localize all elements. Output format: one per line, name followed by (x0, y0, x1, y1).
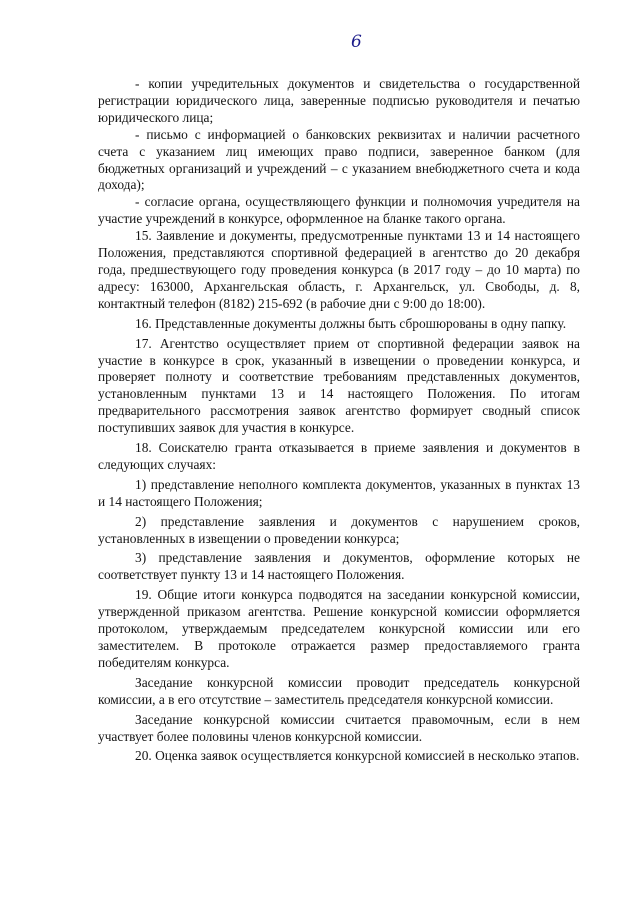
paragraph: Заседание конкурсной комиссии проводит председатель конкурсной комиссии, а в его отсутствие – заместитель председателя конкурсной комиссии. (98, 674, 580, 707)
paragraph: 18. Соискателю гранта отказывается в приеме заявления и документов в следующих случаях: (98, 440, 580, 472)
paragraph: 15. Заявление и документы, предусмотренные пунктами 13 и 14 настоящего Положения, представляются спортивной федерацией в агентство до 20 декабря года, предшествующего году проведения конкурса (в 2017 году – до 10 марта) по адресу: 163000, Архангельская область, г. Архангельск, ул. Свободы, д. 8, контактный телефон (8182) 215-692 (в рабочие дни с 9:00 до 18:00). (98, 228, 580, 311)
paragraph: 16. Представленные документы должны быть сброшюрованы в одну папку. (135, 315, 567, 331)
paragraph: - копии учредительных документов и свидетельства о государственной регистрации юридического лица, заверенные подписью руководителя и печатью юридического лица; (98, 76, 580, 125)
page-number: 6 (351, 32, 362, 52)
paragraph: 20. Оценка заявок осуществляется конкурсной комиссией в несколько этапов. (135, 748, 580, 764)
paragraph: Заседание конкурсной комиссии считается правомочным, если в нем участвует более половины членов конкурсной комиссии. (98, 711, 580, 744)
paragraph: 17. Агентство осуществляет прием от спортивной федерации заявок на участие в конкурсе в срок, указанный в извещении о проведении конкурса, и проверяет полноту и соответствие требованиям представленных документов, установленным пунктами 13 и 14 настоящего Положения. По итогам предварительного рассмотрения заявок агентство формирует сводный список поступивших заявок для участия в конкурсе. (98, 335, 580, 436)
paragraph: 19. Общие итоги конкурса подводятся на заседании конкурсной комиссии, утвержденной приказом агентства. Решение конкурсной комиссии оформляется протоколом, утверждаемым председателем конкурсной комиссии или его заместителем. В протоколе отражается размер предоставляемого гранта победителям конкурса. (98, 587, 580, 670)
list-item: 2) представление заявления и документов с нарушением сроков, установленных в извещении о проведении конкурса; (98, 513, 580, 546)
paragraph: - согласие органа, осуществляющего функции и полномочия учредителя на участие учреждений в конкурсе, оформленное на бланке такого органа. (98, 194, 580, 227)
document-body (98, 76, 580, 765)
paragraph: - письмо с информацией о банковских реквизитах и наличии расчетного счета с указанием лиц имеющих право подписи, заверенное банком (для бюджетных организаций и учреждений – с указанием внебюджетного счета и кода дохода); (98, 126, 580, 193)
list-item: 3) представление заявления и документов, оформление которых не соответствует пункту 13 и 14 настоящего Положения. (98, 550, 580, 583)
list-item: 1) представление неполного комплекта документов, указанных в пунктах 13 и 14 настоящего Положения; (98, 476, 580, 509)
